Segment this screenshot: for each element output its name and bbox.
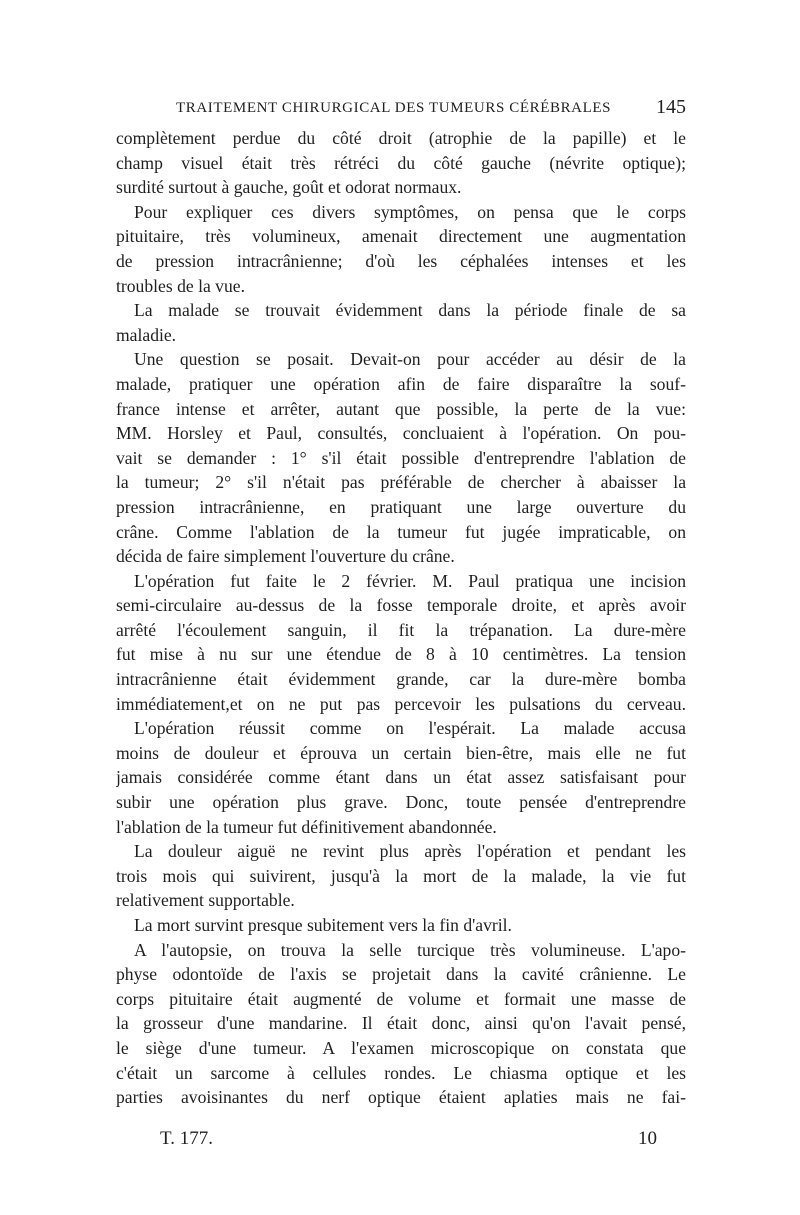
text-line: trois mois qui suivirent, jusqu'à la mort de la malade, la vie fut (116, 865, 686, 886)
text-line: crâne. Comme l'ablation de la tumeur fut jugée impraticable, on (116, 521, 686, 542)
text-line: jamais considérée comme étant dans un état assez satisfaisant pour (116, 767, 686, 788)
text-line: A l'autopsie, on trouva la selle turcique très volumineuse. L'apo- (134, 939, 686, 960)
page-number: 145 (656, 96, 686, 118)
text-line: relativement supportable. (116, 890, 295, 911)
text-line: malade, pratiquer une opération afin de faire disparaître la souf- (116, 373, 686, 394)
text-line: c'était un sarcome à cellules rondes. Le chiasma optique et les (116, 1062, 686, 1083)
text-line: La malade se trouvait évidemment dans la période finale de sa (134, 300, 686, 321)
signature-mark: T. 177. (160, 1128, 213, 1149)
text-line: La mort survint presque subitement vers la fin d'avril. (134, 915, 512, 935)
text-line: la grosseur d'une mandarine. Il était donc, ainsi qu'on l'avait pensé, (116, 1013, 686, 1034)
text-line: L'opération fut faite le 2 février. M. Paul pratiqua une incision (134, 570, 686, 591)
text-line: intracrânienne était évidemment grande, car la dure-mère bomba (116, 669, 686, 690)
running-title: TRAITEMENT CHIRURGICAL DES TUMEURS CÉRÉBRALES (176, 100, 612, 116)
text-line: la tumeur; 2° s'il n'était pas préférable de chercher à abaisser la (116, 472, 686, 493)
text-line: complètement perdue du côté droit (atrophie de la papille) et le (116, 128, 686, 148)
text-line: arrêté l'écoulement sanguin, il fit la trépanation. La dure-mère (116, 619, 686, 640)
page-footer (160, 1128, 657, 1156)
text-line: vait se demander : 1° s'il était possible d'entreprendre l'ablation de (116, 447, 686, 468)
text-line: La douleur aiguë ne revint plus après l'opération et pendant les (134, 841, 686, 862)
running-head (116, 96, 686, 122)
text-line: l'ablation de la tumeur fut définitivement abandonnée. (116, 816, 497, 837)
text-line: surdité surtout à gauche, goût et odorat normaux. (116, 177, 462, 198)
text-line: MM. Horsley et Paul, consultés, concluaient à l'opération. On pou- (116, 423, 686, 444)
text-line: france intense et arrêter, autant que possible, la perte de la vue: (116, 398, 686, 419)
text-line: physe odontoïde de l'axis se projetait dans la cavité crânienne. Le (116, 964, 686, 985)
text-line: maladie. (116, 324, 177, 345)
text-line: décida de faire simplement l'ouverture du crâne. (116, 546, 455, 567)
sheet-number: 10 (638, 1128, 657, 1149)
text-line: Pour expliquer ces divers symptômes, on pensa que le corps (134, 201, 686, 222)
text-line: champ visuel était très rétréci du côté gauche (névrite optique); (116, 152, 686, 173)
text-line: parties avoisinantes du nerf optique étaient aplaties mais ne fai- (116, 1087, 686, 1108)
text-line: fut mise à nu sur une étendue de 8 à 10 centimètres. La tension (116, 644, 686, 665)
text-line: semi-circulaire au-dessus de la fosse temporale droite, et après avoir (116, 595, 686, 616)
text-line: pression intracrânienne, en pratiquant une large ouverture du (116, 496, 686, 517)
text-line: troubles de la vue. (116, 275, 245, 296)
text-line: L'opération réussit comme on l'espérait. La malade accusa (134, 718, 686, 739)
text-line: moins de douleur et éprouva un certain bien-être, mais elle ne fut (116, 742, 686, 763)
body-text (116, 126, 686, 1110)
text-line: Une question se posait. Devait-on pour accéder au désir de la (134, 349, 686, 370)
text-line: immédiatement,et on ne put pas percevoir les pulsations du cerveau. (116, 693, 686, 714)
text-line: corps pituitaire était augmenté de volume et formait une masse de (116, 988, 686, 1009)
text-line: de pression intracrânienne; d'où les céphalées intenses et les (116, 250, 686, 271)
text-line: le siège d'une tumeur. A l'examen microscopique on constata que (116, 1037, 686, 1058)
text-line: pituitaire, très volumineux, amenait directement une augmentation (116, 226, 686, 247)
text-line: subir une opération plus grave. Donc, toute pensée d'entreprendre (116, 792, 686, 813)
